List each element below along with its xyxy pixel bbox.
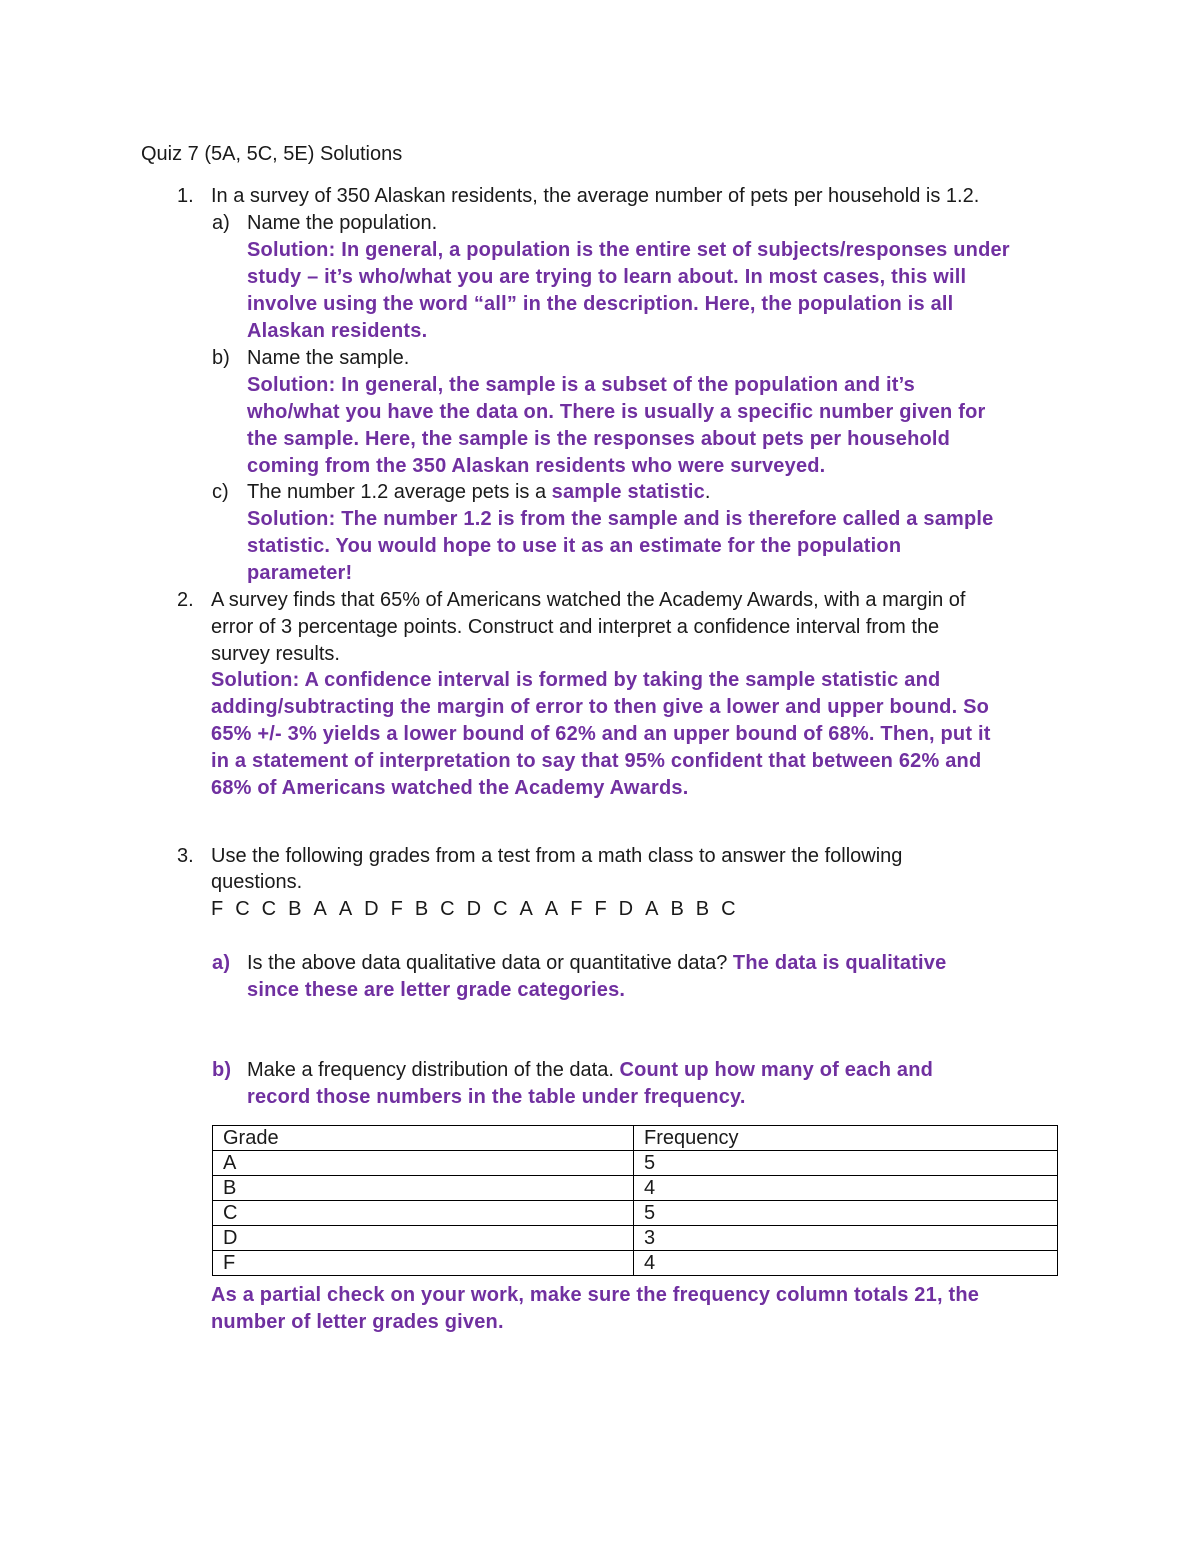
q2-solution-line: 65% +/- 3% yields a lower bound of 62% and an upper bound of 68%. Then, put it bbox=[211, 723, 991, 745]
table-cell-grade: D bbox=[213, 1226, 634, 1251]
q1c-solution-line: statistic. You would hope to use it as an estimate for the population bbox=[247, 535, 902, 557]
q1c-prompt-pre: The number 1.2 average pets is a bbox=[247, 481, 552, 503]
q2-solution-line: in a statement of interpretation to say that 95% confident that between 62% and bbox=[211, 750, 982, 772]
grade-letter: A bbox=[544, 898, 559, 920]
grade-letter: B bbox=[288, 898, 302, 920]
q3-number: 3. bbox=[177, 845, 194, 867]
table-cell-grade: C bbox=[213, 1201, 634, 1226]
grade-letter: B bbox=[695, 898, 710, 920]
q1b-label: b) bbox=[212, 347, 230, 369]
grade-letter: F bbox=[570, 898, 583, 920]
table-header-grade: Grade bbox=[213, 1126, 634, 1151]
grade-letter: F bbox=[211, 898, 224, 920]
document-title: Quiz 7 (5A, 5C, 5E) Solutions bbox=[141, 143, 403, 165]
q3a-solution-2: since these are letter grade categories. bbox=[247, 979, 626, 1001]
grade-letter: C bbox=[440, 898, 455, 920]
grade-letter: F bbox=[390, 898, 403, 920]
table-cell-grade: B bbox=[213, 1176, 634, 1201]
q1b-solution-line: the sample. Here, the sample is the responses about pets per household bbox=[247, 428, 951, 450]
q3a-prompt bbox=[247, 950, 946, 977]
q1a-label: a) bbox=[212, 212, 230, 234]
table-row bbox=[213, 1226, 1058, 1251]
table-header-row bbox=[213, 1126, 1058, 1151]
q1c-label: c) bbox=[212, 481, 229, 503]
table-row bbox=[213, 1176, 1058, 1201]
grade-letter: A bbox=[338, 898, 353, 920]
table-cell-frequency: 3 bbox=[634, 1226, 1058, 1251]
q3a-solution-1: The data is qualitative bbox=[732, 952, 947, 974]
check-note-line: number of letter grades given. bbox=[211, 1311, 504, 1333]
q3b-prompt-text: Make a frequency distribution of the data. bbox=[247, 1059, 620, 1081]
q1-number: 1. bbox=[177, 185, 194, 207]
q2-number: 2. bbox=[177, 589, 194, 611]
q3-text-line: questions. bbox=[211, 871, 303, 893]
grade-letter: F bbox=[594, 898, 607, 920]
q2-solution-line: adding/subtracting the margin of error to then give a lower and upper bound. So bbox=[211, 696, 990, 718]
grade-letter: D bbox=[364, 898, 379, 920]
table-header-frequency: Frequency bbox=[634, 1126, 1058, 1151]
table-cell-frequency: 5 bbox=[634, 1201, 1058, 1226]
grade-letter: A bbox=[519, 898, 533, 920]
q1c-solution-line: parameter! bbox=[247, 562, 353, 584]
grade-letter: A bbox=[645, 898, 659, 920]
grade-letter: C bbox=[721, 898, 736, 920]
table-cell-grade: A bbox=[213, 1151, 634, 1176]
grade-letter: D bbox=[618, 898, 634, 920]
q2-solution-line: Solution: A confidence interval is formed by taking the sample statistic and bbox=[211, 669, 941, 691]
frequency-table bbox=[212, 1125, 1058, 1276]
grade-letter: C bbox=[235, 898, 250, 920]
q1b-prompt: Name the sample. bbox=[247, 347, 410, 369]
q1a-solution-line: Solution: In general, a population is the entire set of subjects/responses under bbox=[247, 239, 1010, 261]
table-cell-frequency: 4 bbox=[634, 1176, 1058, 1201]
table-cell-frequency: 5 bbox=[634, 1151, 1058, 1176]
table-row bbox=[213, 1151, 1058, 1176]
q1a-solution-line: study – it’s who/what you are trying to learn about. In most cases, this will bbox=[247, 266, 967, 288]
table-cell-grade: F bbox=[213, 1251, 634, 1276]
q1c-prompt-bold: sample statistic bbox=[551, 481, 705, 503]
q2-text-line: A survey finds that 65% of Americans watched the Academy Awards, with a margin of bbox=[211, 589, 966, 611]
table-cell-frequency: 4 bbox=[634, 1251, 1058, 1276]
table-row bbox=[213, 1251, 1058, 1276]
q2-text-line: survey results. bbox=[211, 643, 340, 665]
q1-text: In a survey of 350 Alaskan residents, the average number of pets per household is 1.2. bbox=[211, 185, 980, 207]
q3-text-line: Use the following grades from a test from a math class to answer the following bbox=[211, 845, 903, 867]
q3b-solution-1: Count up how many of each and bbox=[619, 1059, 934, 1081]
grade-letter: A bbox=[313, 898, 327, 920]
grade-letter: C bbox=[261, 898, 277, 920]
q3a-label: a) bbox=[212, 952, 231, 974]
grades-list bbox=[211, 896, 748, 923]
q1c-prompt-post: . bbox=[704, 481, 711, 503]
q1a-prompt: Name the population. bbox=[247, 212, 438, 234]
q3b-label: b) bbox=[212, 1059, 232, 1081]
table-row bbox=[213, 1201, 1058, 1226]
q1a-solution-line: involve using the word “all” in the description. Here, the population is all bbox=[247, 293, 954, 315]
q3a-prompt-text: Is the above data qualitative data or quantitative data? bbox=[247, 952, 733, 974]
grade-letter: C bbox=[493, 898, 508, 920]
q3b-prompt bbox=[247, 1057, 933, 1084]
q2-text-line: error of 3 percentage points. Construct and interpret a confidence interval from the bbox=[211, 616, 940, 638]
q1b-solution-line: who/what you have the data on. There is usually a specific number given for bbox=[247, 401, 986, 423]
q3b-solution-2: record those numbers in the table under frequency. bbox=[247, 1086, 746, 1108]
q1b-solution-line: coming from the 350 Alaskan residents who were surveyed. bbox=[247, 455, 826, 477]
q1b-solution-line: Solution: In general, the sample is a subset of the population and it’s bbox=[247, 374, 915, 396]
q1c-solution-line: Solution: The number 1.2 is from the sample and is therefore called a sample bbox=[247, 508, 994, 530]
q1a-solution-line: Alaskan residents. bbox=[247, 320, 428, 342]
check-note-line: As a partial check on your work, make sure the frequency column totals 21, the bbox=[211, 1284, 980, 1306]
q1c-prompt bbox=[247, 479, 710, 506]
q2-solution-line: 68% of Americans watched the Academy Awards. bbox=[211, 777, 689, 799]
grade-letter: B bbox=[414, 898, 429, 920]
grade-letter: D bbox=[466, 898, 482, 920]
grade-letter: B bbox=[670, 898, 684, 920]
